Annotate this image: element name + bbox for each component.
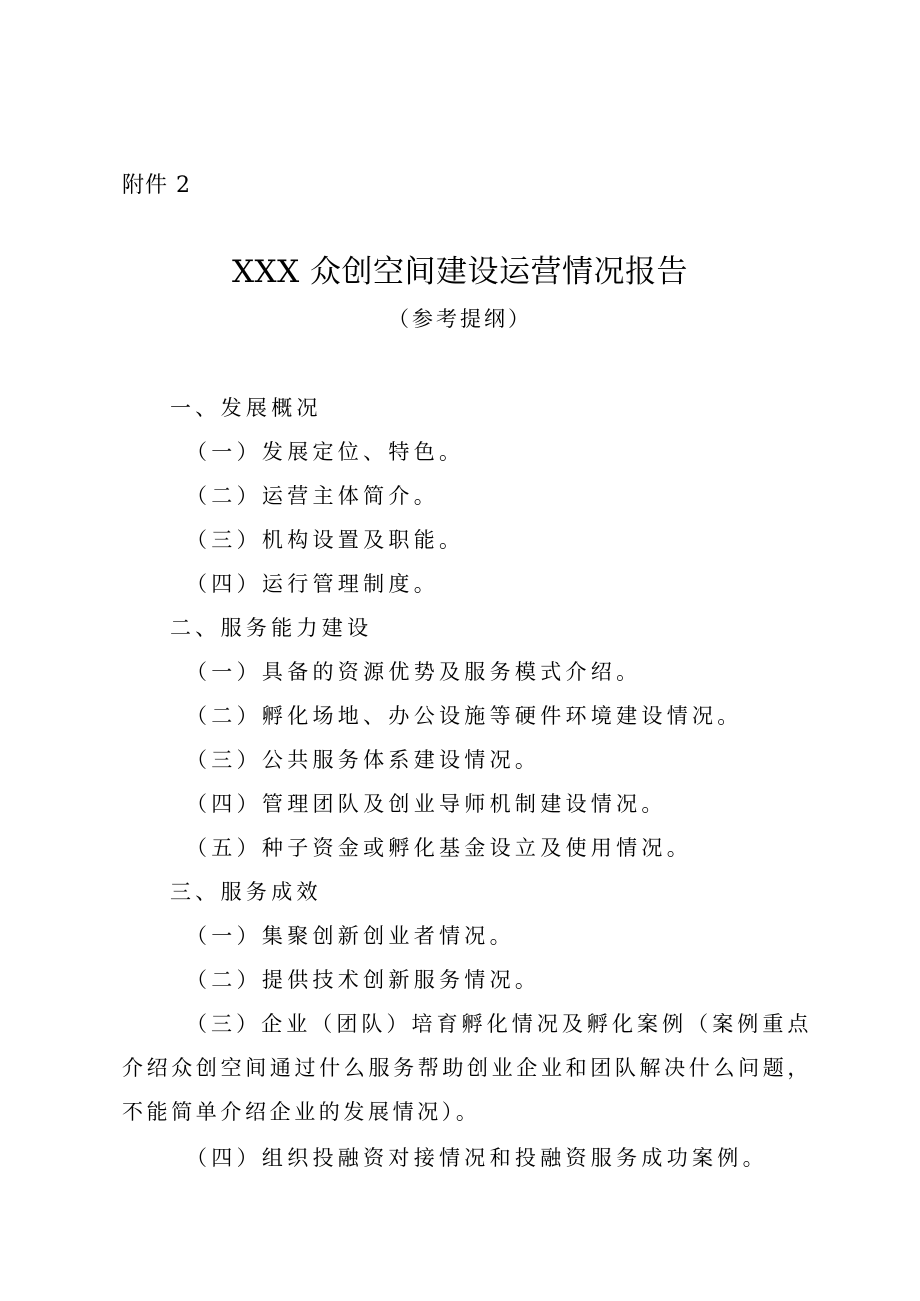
list-item: （四）管理团队及创业导师机制建设情况。 (186, 792, 667, 816)
report-subtitle: （参考提纲） (388, 307, 532, 331)
section-heading: 二、服务能力建设 (170, 616, 373, 640)
list-item: （四）运行管理制度。 (186, 572, 439, 596)
section-heading: 一、发展概况 (170, 396, 322, 420)
list-item: （一）具备的资源优势及服务模式介绍。 (186, 660, 642, 684)
list-item: （五）种子资金或孵化基金设立及使用情况。 (186, 836, 692, 860)
list-item: （一）集聚创新创业者情况。 (186, 924, 515, 948)
list-item-paragraph: （三）企业（团队）培育孵化情况及孵化案例（案例重点介绍众创空间通过什么服务帮助创业企业和团队解决什么问题，不能简单介绍企业的发展情况）。 (122, 1012, 812, 1124)
list-item: （二）运营主体简介。 (186, 484, 439, 508)
list-item: （三）公共服务体系建设情况。 (186, 748, 541, 772)
list-item: （四）组织投融资对接情况和投融资服务成功案例。 (186, 1146, 768, 1170)
attachment-label: 附件 2 (122, 173, 191, 198)
list-item: （一）发展定位、特色。 (186, 440, 465, 464)
section-heading: 三、服务成效 (170, 880, 322, 904)
list-item: （二）孵化场地、办公设施等硬件环境建设情况。 (186, 704, 743, 728)
list-item: （三）机构设置及职能。 (186, 528, 465, 552)
report-title: XXX 众创空间建设运营情况报告 (231, 254, 689, 290)
list-item: （二）提供技术创新服务情况。 (186, 968, 541, 992)
